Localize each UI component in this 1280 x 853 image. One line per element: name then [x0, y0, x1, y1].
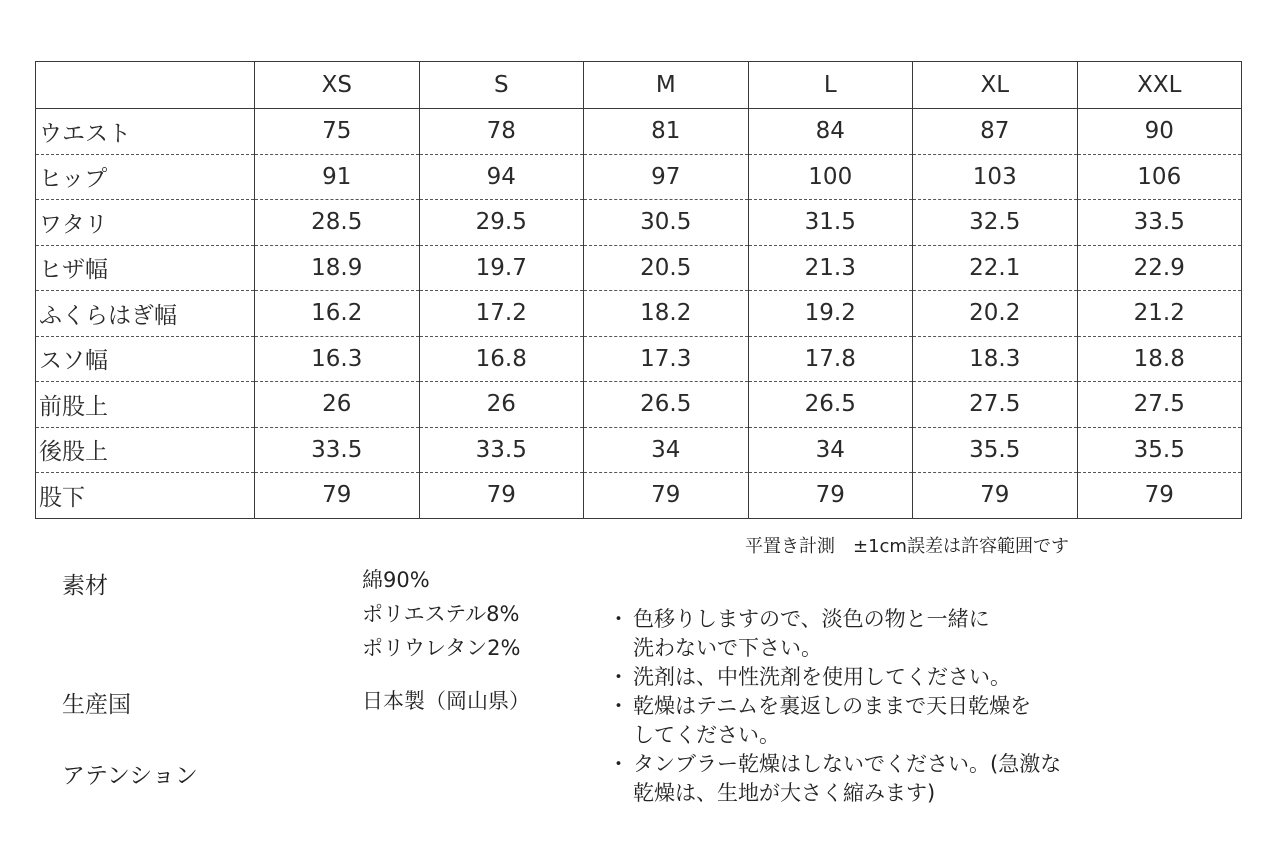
measurement-value: 79 [913, 473, 1078, 519]
measurement-value: 17.3 [584, 336, 749, 382]
measurement-value: 91 [255, 154, 420, 200]
measurement-value: 81 [584, 109, 749, 155]
caution-text: 色移りしますので、淡色の物と一緒に 洗わないで下さい。 [633, 607, 990, 660]
measurement-value: 26.5 [584, 382, 749, 428]
size-row [36, 473, 1242, 519]
measurement-label: 股下 [36, 473, 255, 519]
caution-text: タンブラー乾燥はしないでください。(急激な 乾燥は、生地が大さく縮みます) [633, 752, 1062, 805]
measurement-value: 103 [913, 154, 1078, 200]
measurement-value: 16.8 [419, 336, 584, 382]
measurement-label: 後股上 [36, 427, 255, 473]
measurement-value: 78 [419, 109, 584, 155]
measurement-value: 20.5 [584, 245, 749, 291]
measurement-value: 75 [255, 109, 420, 155]
caution-item [608, 663, 1061, 692]
care-cautions-list [608, 605, 1061, 808]
measurement-value: 26.5 [748, 382, 913, 428]
measurement-value: 19.7 [419, 245, 584, 291]
caution-item [608, 605, 1061, 663]
measurement-value: 29.5 [419, 200, 584, 246]
measurement-value: 17.2 [419, 291, 584, 337]
measurement-label: スソ幅 [36, 336, 255, 382]
measurement-label: 前股上 [36, 382, 255, 428]
header-size-xl: XL [913, 62, 1078, 109]
size-header-row [36, 62, 1242, 109]
header-size-m: M [584, 62, 749, 109]
caution-item [608, 692, 1061, 750]
measurement-value: 33.5 [1077, 200, 1242, 246]
measurement-value: 31.5 [748, 200, 913, 246]
measurement-value: 35.5 [1077, 427, 1242, 473]
measurement-label: ワタリ [36, 200, 255, 246]
measurement-value: 19.2 [748, 291, 913, 337]
measurement-value: 79 [255, 473, 420, 519]
measurement-value: 33.5 [255, 427, 420, 473]
origin-value: 日本製（岡山県） [362, 689, 530, 713]
bullet-point: ・ [608, 752, 629, 776]
size-row [36, 291, 1242, 337]
size-row [36, 382, 1242, 428]
measurement-value: 84 [748, 109, 913, 155]
measurement-value: 18.3 [913, 336, 1078, 382]
measurement-value: 106 [1077, 154, 1242, 200]
measurement-label: ふくらはぎ幅 [36, 291, 255, 337]
size-row [36, 200, 1242, 246]
size-row [36, 154, 1242, 200]
bullet-point: ・ [608, 665, 629, 689]
measurement-label: ヒザ幅 [36, 245, 255, 291]
measurement-value: 18.8 [1077, 336, 1242, 382]
measurement-value: 21.3 [748, 245, 913, 291]
measurement-value: 22.9 [1077, 245, 1242, 291]
header-size-xxl: XXL [1077, 62, 1242, 109]
caution-text: 洗剤は、中性洗剤を使用してください。 [633, 665, 1011, 689]
measurement-value: 20.2 [913, 291, 1078, 337]
header-size-l: L [748, 62, 913, 109]
measurement-value: 26 [255, 382, 420, 428]
measurement-value: 16.3 [255, 336, 420, 382]
measurement-value: 34 [748, 427, 913, 473]
measurement-value: 27.5 [1077, 382, 1242, 428]
measurement-value: 26 [419, 382, 584, 428]
measurement-value: 21.2 [1077, 291, 1242, 337]
measurement-label: ウエスト [36, 109, 255, 155]
header-corner [36, 62, 255, 109]
size-row [36, 245, 1242, 291]
size-row [36, 109, 1242, 155]
measurement-value: 87 [913, 109, 1078, 155]
measurement-value: 32.5 [913, 200, 1078, 246]
measurement-value: 16.2 [255, 291, 420, 337]
measurement-value: 30.5 [584, 200, 749, 246]
measurement-value: 97 [584, 154, 749, 200]
header-size-s: S [419, 62, 584, 109]
measurement-value: 27.5 [913, 382, 1078, 428]
bullet-point: ・ [608, 607, 629, 631]
material-line-polyurethane: ポリウレタン2% [362, 636, 521, 660]
size-row [36, 427, 1242, 473]
caution-item [608, 750, 1061, 808]
measurement-value: 100 [748, 154, 913, 200]
measurement-value: 79 [419, 473, 584, 519]
measurement-value: 94 [419, 154, 584, 200]
measurement-value: 28.5 [255, 200, 420, 246]
caution-text: 乾燥はテニムを裏返しのままで天日乾燥を してください。 [633, 694, 1032, 747]
measurement-value: 17.8 [748, 336, 913, 382]
measurement-value: 18.2 [584, 291, 749, 337]
header-size-xs: XS [255, 62, 420, 109]
size-chart-table [35, 61, 1242, 519]
material-line-polyester: ポリエステル8% [362, 602, 520, 626]
measurement-value: 90 [1077, 109, 1242, 155]
measurement-value: 18.9 [255, 245, 420, 291]
origin-label: 生産国 [62, 692, 131, 718]
attention-label: アテンション [62, 763, 198, 789]
material-label: 素材 [62, 573, 108, 599]
measurement-value: 79 [584, 473, 749, 519]
measurement-note: 平置き計測 ±1cm誤差は許容範囲です [745, 536, 1069, 557]
measurement-value: 22.1 [913, 245, 1078, 291]
measurement-label: ヒップ [36, 154, 255, 200]
measurement-value: 34 [584, 427, 749, 473]
measurement-value: 79 [748, 473, 913, 519]
size-row [36, 336, 1242, 382]
measurement-value: 35.5 [913, 427, 1078, 473]
material-line-cotton: 綿90% [362, 568, 430, 592]
bullet-point: ・ [608, 694, 629, 718]
measurement-value: 79 [1077, 473, 1242, 519]
measurement-value: 33.5 [419, 427, 584, 473]
